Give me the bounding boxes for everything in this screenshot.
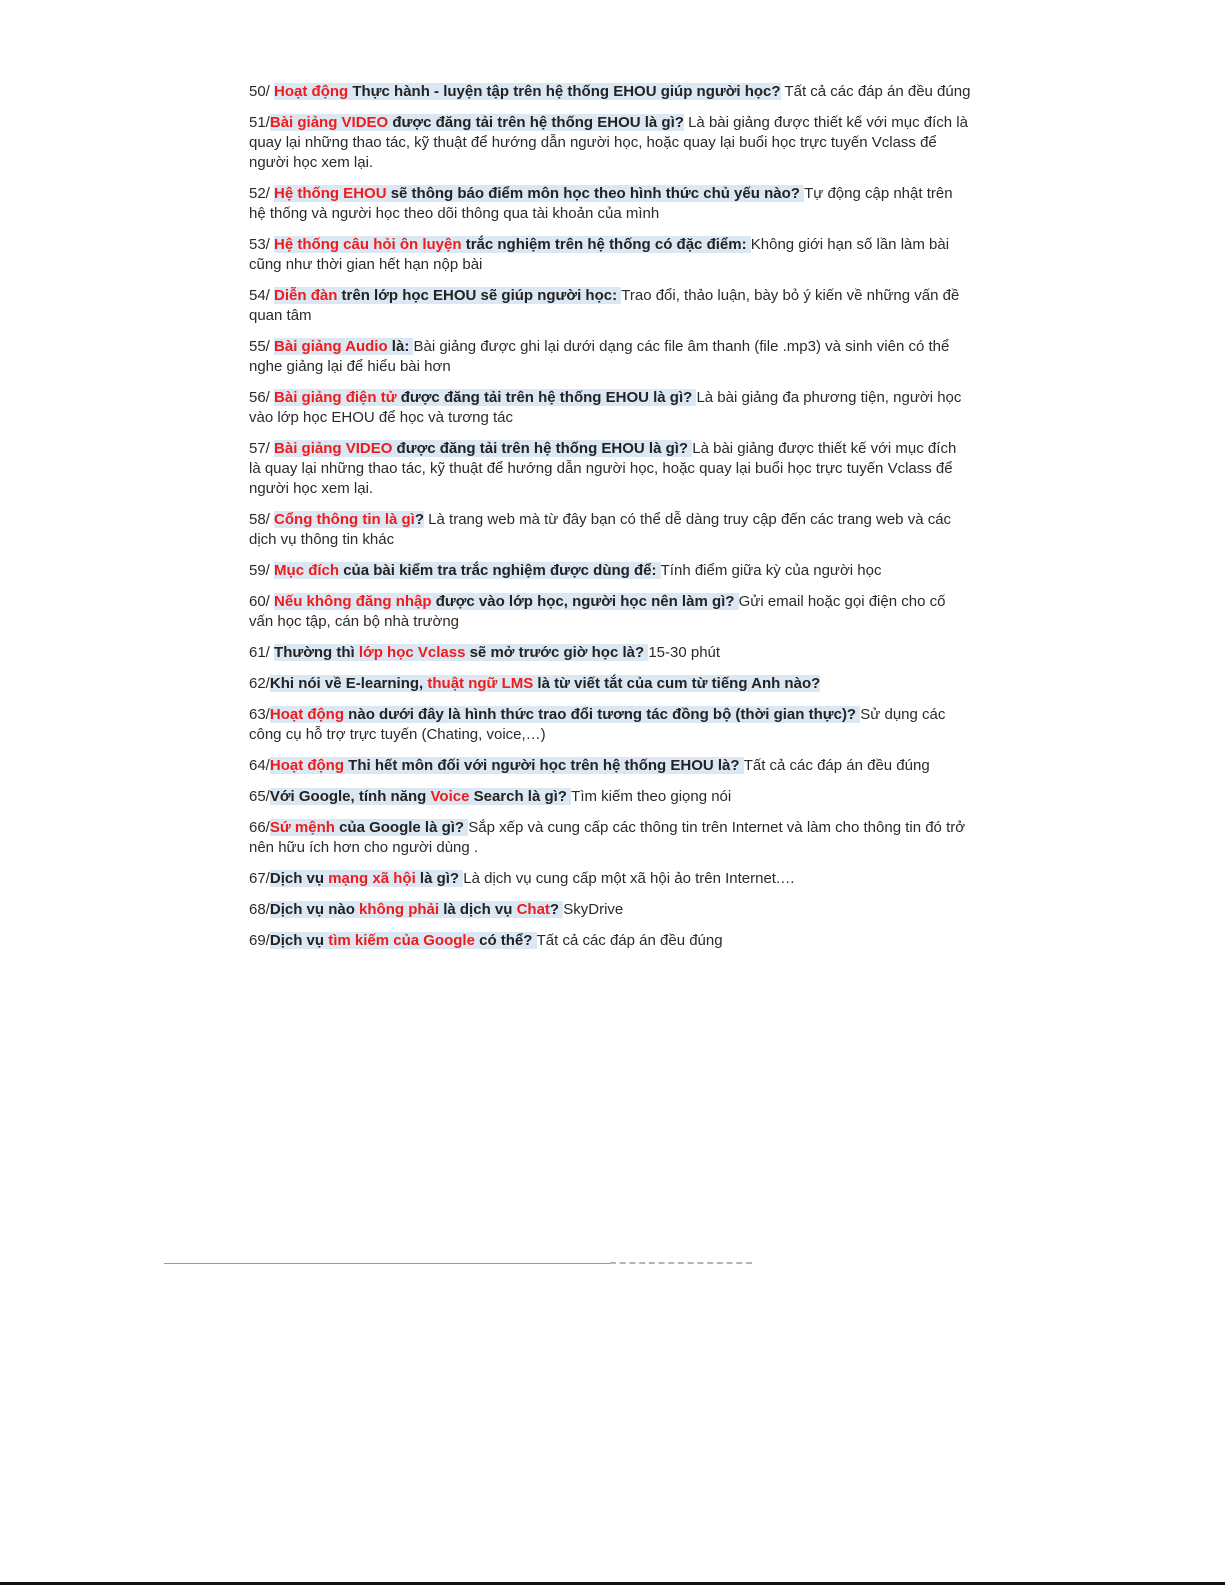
question-number: 52/ (249, 185, 275, 202)
question-fragment: Search là gì? (469, 788, 572, 805)
page-divider (164, 1263, 610, 1264)
question-keyword: Cổng thông tin là gì (274, 511, 415, 528)
question-text (274, 236, 751, 253)
qa-item (249, 510, 971, 550)
qa-item (249, 184, 971, 224)
qa-item (249, 439, 971, 499)
question-fragment: là từ viết tắt của cum từ tiếng Anh nào? (533, 675, 821, 692)
qa-item (249, 561, 971, 581)
question-number: 61/ (249, 644, 275, 661)
answer-text: Gửi email hoặc gọi điện cho cố vấn học tập, cán bộ nhà trường (249, 593, 946, 630)
question-keyword: Mục đích (274, 562, 340, 579)
answer-text: Tất cả các đáp án đều đúng (536, 932, 723, 949)
question-fragment: được vào lớp học, người học nên làm gì? (431, 593, 739, 610)
question-fragment: nào dưới đây là hình thức trao đổi tương tác đồng bộ (thời gian thực)? (344, 706, 861, 723)
qa-item (249, 592, 971, 632)
question-fragment: Dịch vụ (269, 932, 329, 949)
qa-item (249, 869, 971, 889)
question-fragment: Thực hành - luyện tập trên hệ thống EHOU giúp người học? (348, 83, 781, 100)
question-keyword: Sứ mệnh (269, 819, 335, 836)
answer-text: Tất cả các đáp án đều đúng (743, 757, 930, 774)
answer-text: Tính điểm giữa kỳ của người học (660, 562, 882, 579)
question-fragment: Với Google, tính năng (269, 788, 431, 805)
qa-item (249, 388, 971, 428)
question-fragment: ? (414, 511, 425, 528)
question-fragment: trắc nghiệm trên hệ thống có đặc điểm: (461, 236, 751, 253)
question-keyword: Chat (516, 901, 550, 918)
question-text (274, 562, 661, 579)
question-keyword: Bài giảng điện tử (274, 389, 397, 406)
question-fragment: được đăng tải trên hệ thống EHOU là gì? (388, 114, 684, 131)
answer-text: 15-30 phút (648, 644, 721, 661)
question-keyword: Diễn đàn (274, 287, 338, 304)
answer-text: Tất cả các đáp án đều đúng (780, 83, 971, 100)
question-number: 62/ (249, 675, 270, 692)
question-fragment: của bài kiểm tra trắc nghiệm được dùng để: (339, 562, 661, 579)
question-number: 50/ (249, 83, 275, 100)
question-fragment: trên lớp học EHOU sẽ giúp người học: (337, 287, 622, 304)
question-keyword: Nếu không đăng nhập (274, 593, 432, 610)
answer-text: Là dịch vụ cung cấp một xã hội ảo trên Internet.… (463, 870, 796, 887)
question-text (270, 757, 744, 774)
qa-item (249, 705, 971, 745)
qa-item (249, 82, 971, 102)
question-text (270, 870, 463, 887)
answer-text: Là bài giảng được thiết kế với mục đích là quay lại những thao tác, kỹ thuật để hướng dẫn người học, hoặc quay lại buổi học trực tuyến Vclass để người học xem lại. (249, 114, 968, 171)
question-keyword: Bài giảng Audio (274, 338, 388, 355)
question-fragment: Thường thì (274, 644, 359, 661)
answer-text: Sử dụng các công cụ hỗ trợ trực tuyến (Chating, voice,…) (249, 706, 946, 743)
question-number: 68/ (249, 901, 270, 918)
question-fragment: Khi nói về E-learning, (269, 675, 428, 692)
page-divider-dashed (610, 1262, 752, 1264)
qa-item (249, 900, 971, 920)
answer-text: Là trang web mà từ đây bạn có thể dễ dàng truy cập đến các trang web và các dịch vụ thông tin khác (249, 511, 952, 548)
question-text (274, 389, 696, 406)
question-text (270, 675, 820, 692)
question-keyword: mạng xã hội (328, 870, 416, 887)
answer-text: Tìm kiếm theo giọng nói (571, 788, 732, 805)
question-keyword: Hoạt động (274, 83, 349, 100)
question-number: 59/ (249, 562, 275, 579)
question-text (274, 440, 692, 457)
question-number: 56/ (249, 389, 275, 406)
question-number: 63/ (249, 706, 270, 723)
qa-list (249, 82, 971, 962)
question-fragment: sẽ thông báo điểm môn học theo hình thức chủ yếu nào? (386, 185, 805, 202)
question-number: 51/ (249, 114, 270, 131)
qa-item (249, 787, 971, 807)
answer-text: Là bài giảng được thiết kế với mục đích là quay lại những thao tác, kỹ thuật để hướng dẫn người học, hoặc quay lại buổi học trực tuyến Vclass để người học xem lại. (249, 440, 957, 497)
question-text (270, 114, 684, 131)
question-text (270, 819, 468, 836)
question-keyword: Voice (430, 788, 470, 805)
question-keyword: Hoạt động (269, 706, 345, 723)
question-keyword: thuật ngữ LMS (427, 675, 534, 692)
question-keyword: Hoạt động (269, 757, 345, 774)
qa-item (249, 818, 971, 858)
question-fragment: có thể? (474, 932, 537, 949)
question-number: 65/ (249, 788, 270, 805)
qa-item (249, 286, 971, 326)
question-keyword: tìm kiếm của Google (328, 932, 475, 949)
question-fragment: Dịch vụ nào (269, 901, 360, 918)
answer-text: Không giới hạn số lần làm bài cũng như thời gian hết hạn nộp bài (249, 236, 950, 273)
question-number: 58/ (249, 511, 275, 528)
qa-item (249, 337, 971, 377)
question-keyword: Hệ thống câu hỏi ôn luyện (274, 236, 462, 253)
qa-item (249, 931, 971, 951)
question-text (274, 593, 739, 610)
answer-text: Bài giảng được ghi lại dưới dạng các file âm thanh (file .mp3) và sinh viên có thể nghe giảng lại để hiểu bài hơn (249, 338, 950, 375)
question-keyword: Bài giảng VIDEO (269, 114, 389, 131)
question-text (274, 644, 648, 661)
answer-text: SkyDrive (563, 901, 624, 918)
question-number: 67/ (249, 870, 270, 887)
question-number: 66/ (249, 819, 270, 836)
question-fragment: sẽ mở trước giờ học là? (465, 644, 649, 661)
question-fragment: là: (387, 338, 414, 355)
answer-text: Trao đổi, thảo luận, bày bỏ ý kiến về những vấn đề quan tâm (249, 287, 960, 324)
question-fragment: là gì? (415, 870, 464, 887)
question-number: 60/ (249, 593, 275, 610)
qa-item (249, 235, 971, 275)
question-fragment: được đăng tải trên hệ thống EHOU là gì? (392, 440, 693, 457)
question-fragment: là dịch vụ (439, 901, 517, 918)
question-text (274, 185, 804, 202)
question-keyword: không phải (359, 901, 440, 918)
question-text (274, 511, 424, 528)
answer-text: Sắp xếp và cung cấp các thông tin trên Internet và làm cho thông tin đó trở nên hữu ích hơn cho người dùng . (249, 819, 966, 856)
question-number: 53/ (249, 236, 275, 253)
question-number: 57/ (249, 440, 275, 457)
question-keyword: Bài giảng VIDEO (274, 440, 393, 457)
question-text (270, 932, 537, 949)
question-fragment: Thi hết môn đối với người học trên hệ thống EHOU là? (344, 757, 744, 774)
qa-item (249, 756, 971, 776)
question-fragment: Dịch vụ (269, 870, 329, 887)
question-text (270, 706, 860, 723)
question-number: 64/ (249, 757, 270, 774)
question-number: 69/ (249, 932, 270, 949)
question-fragment: ? (549, 901, 564, 918)
question-number: 55/ (249, 338, 275, 355)
answer-text: Là bài giảng đa phương tiện, người học vào lớp học EHOU để học và tương tác (249, 389, 962, 426)
qa-item (249, 674, 971, 694)
qa-item (249, 113, 971, 173)
question-text (274, 338, 413, 355)
question-text (274, 287, 621, 304)
question-keyword: Hệ thống EHOU (274, 185, 387, 202)
question-fragment: được đăng tải trên hệ thống EHOU là gì? (396, 389, 697, 406)
question-keyword: lớp học Vclass (358, 644, 466, 661)
question-text (270, 788, 571, 805)
question-fragment: của Google là gì? (334, 819, 469, 836)
answer-text: Tự động cập nhật trên hệ thống và người học theo dõi thông qua tài khoản của mình (249, 185, 953, 222)
qa-item (249, 643, 971, 663)
question-number: 54/ (249, 287, 275, 304)
question-text (274, 83, 781, 100)
question-text (270, 901, 563, 918)
